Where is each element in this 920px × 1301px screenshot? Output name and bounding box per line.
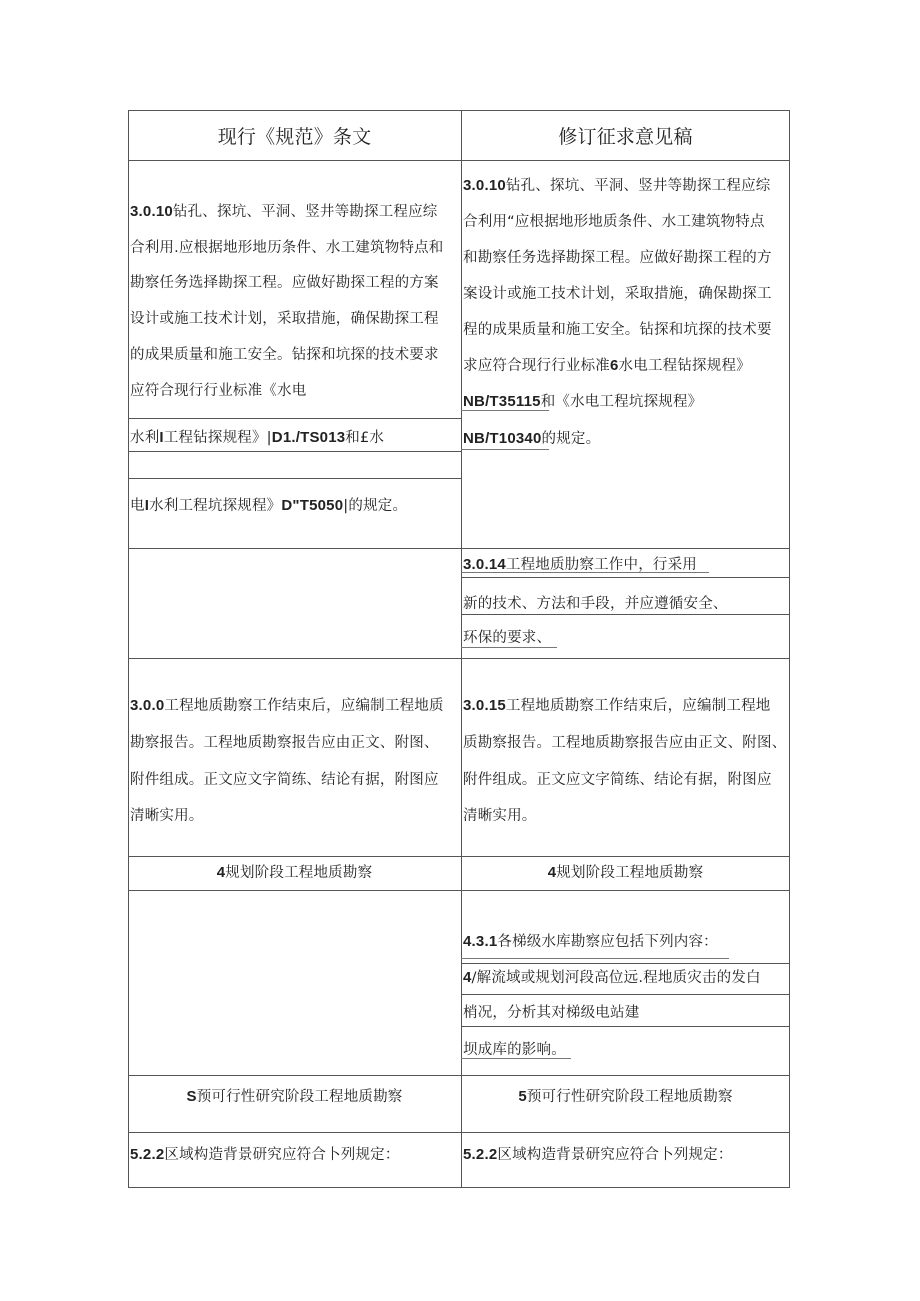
header-left: 现行《规范》条文 (217, 126, 372, 148)
row1-left-line2: 合利用.应根据地形地历条件、水工建筑物特点和 (130, 240, 444, 256)
inner-rule (461, 614, 790, 615)
row1-left-line3: 勘察任务选择勘探工程。应做好勘探工程的方案 (130, 275, 439, 291)
row1-right-line6: 求应符合现行行业标准6水电工程钻探规程》 (463, 357, 751, 374)
row2-right-line3: 环保的要求、 (463, 630, 552, 646)
row6-left-heading: S预可行性研究阶段工程地质勘察 (186, 1088, 403, 1105)
row1-left-line8: 电I水利工程坑探规程》D"T5050|的规定。 (130, 497, 408, 514)
row-separator (128, 658, 790, 659)
row4-left-heading: 4规划阶段工程地质勘察 (216, 864, 373, 881)
inner-rule (128, 478, 461, 479)
row7-right-line1: 5.2.2区域构造背景研究应符合卜列规定： (463, 1146, 733, 1163)
clause-number: 3.0.15 (463, 697, 506, 714)
row1-right-line4: 案设计或施工技术计划，采取措施，确保勘探工 (463, 286, 772, 302)
row6-right-heading: 5预可行性研究阶段工程地质勘察 (518, 1088, 733, 1105)
inner-rule (461, 963, 790, 964)
row3-right-line1: 3.0.15工程地质勘察工作结束后，应编制工程地 (463, 697, 771, 714)
row-separator (128, 856, 790, 857)
row1-right-line2: 合利用“应根据地形地质条件、水工建筑物特点 (463, 214, 765, 230)
revision-underline (461, 449, 549, 450)
row1-left-line5: 的成果质量和施工安全。钻探和坑探的技术要求 (130, 347, 439, 363)
header-right: 修订征求意见稿 (558, 126, 693, 148)
clause-number: 3.0.10 (463, 177, 506, 194)
row5-right-line2: 4/解流域或规划河段高位远.程地质灾击的发白 (463, 969, 761, 986)
inner-rule (461, 1026, 790, 1027)
row3-right-line3: 附件组成。正文应文字简练、结论有据，附图应 (463, 772, 772, 788)
row2-right-line1: 3.0.14工程地质肋察工作中，行采用 (463, 556, 698, 573)
row3-left-line3: 附件组成。正文应文字简练、结论有据，附图应 (130, 772, 439, 788)
row5-right-line4: 坝成库的影响。 (463, 1042, 566, 1058)
row3-left-line2: 勘察报告。工程地质勘察报告应由正文、附图、 (130, 735, 439, 751)
row-separator (128, 160, 790, 161)
revision-underline (461, 958, 729, 959)
row3-right-line4: 清晰实用。 (463, 808, 537, 824)
row1-right-line1: 3.0.10钻孔、探坑、平洞、竖井等勘探工程应综 (463, 177, 771, 194)
row1-left-line6: 应符合现行行业标准《水电 (130, 383, 307, 399)
clause-number: 3.0.14 (463, 556, 506, 573)
row3-left-line4: 清晰实用。 (130, 808, 204, 824)
clause-number: 3.0.10 (130, 203, 173, 220)
row2-right-line2: 新的技术、方法和手段，并应遵循安全、 (463, 596, 728, 612)
row-separator (128, 1075, 790, 1076)
inner-rule (461, 577, 790, 578)
clause-number: 4.3.1 (463, 933, 498, 950)
row5-right-line1: 4.3.1各梯级水库勘察应包括下列内容： (463, 933, 718, 950)
row1-left-line7: 水利I工程钻探规程》|D1./TS013和£水 (130, 429, 385, 446)
row4-right-heading: 4规划阶段工程地质勘察 (547, 864, 704, 881)
row1-right-line3: 和勘察任务选择勘探工程。应做好勘探工程的方 (463, 250, 772, 266)
row7-left-line1: 5.2.2区域构造背景研究应符合卜列规定： (130, 1146, 400, 1163)
row1-right-line7: NB/T35115和《水电工程坑探规程》 (463, 393, 703, 410)
row-separator (128, 548, 790, 549)
row3-right-line2: 质勘察报告。工程地质勘察报告应由正文、附图、 (463, 735, 787, 751)
clause-number: 5.2.2 (130, 1146, 165, 1163)
row1-left-line1: 3.0.10钻孔、探坑、平洞、竖井等勘探工程应综 (130, 203, 438, 220)
clause-number: 5.2.2 (463, 1146, 498, 1163)
row-separator (128, 1132, 790, 1133)
row3-left-line1: 3.0.0工程地质勘察工作结束后，应编制工程地质 (130, 697, 444, 714)
row1-left-line4: 设计或施工技术计划，采取措施，确保勘探工程 (130, 311, 439, 327)
inner-rule (128, 418, 461, 419)
row1-right-line8: NB/T10340的规定。 (463, 430, 601, 447)
clause-number: 3.0.0 (130, 697, 165, 714)
inner-rule (128, 451, 461, 452)
row1-right-line5: 程的成果质量和施工安全。钻探和坑探的技术要 (463, 322, 772, 338)
row5-right-line3: 梢况，分析其对梯级电站建 (463, 1005, 640, 1021)
inner-rule (461, 994, 790, 995)
row-separator (128, 890, 790, 891)
